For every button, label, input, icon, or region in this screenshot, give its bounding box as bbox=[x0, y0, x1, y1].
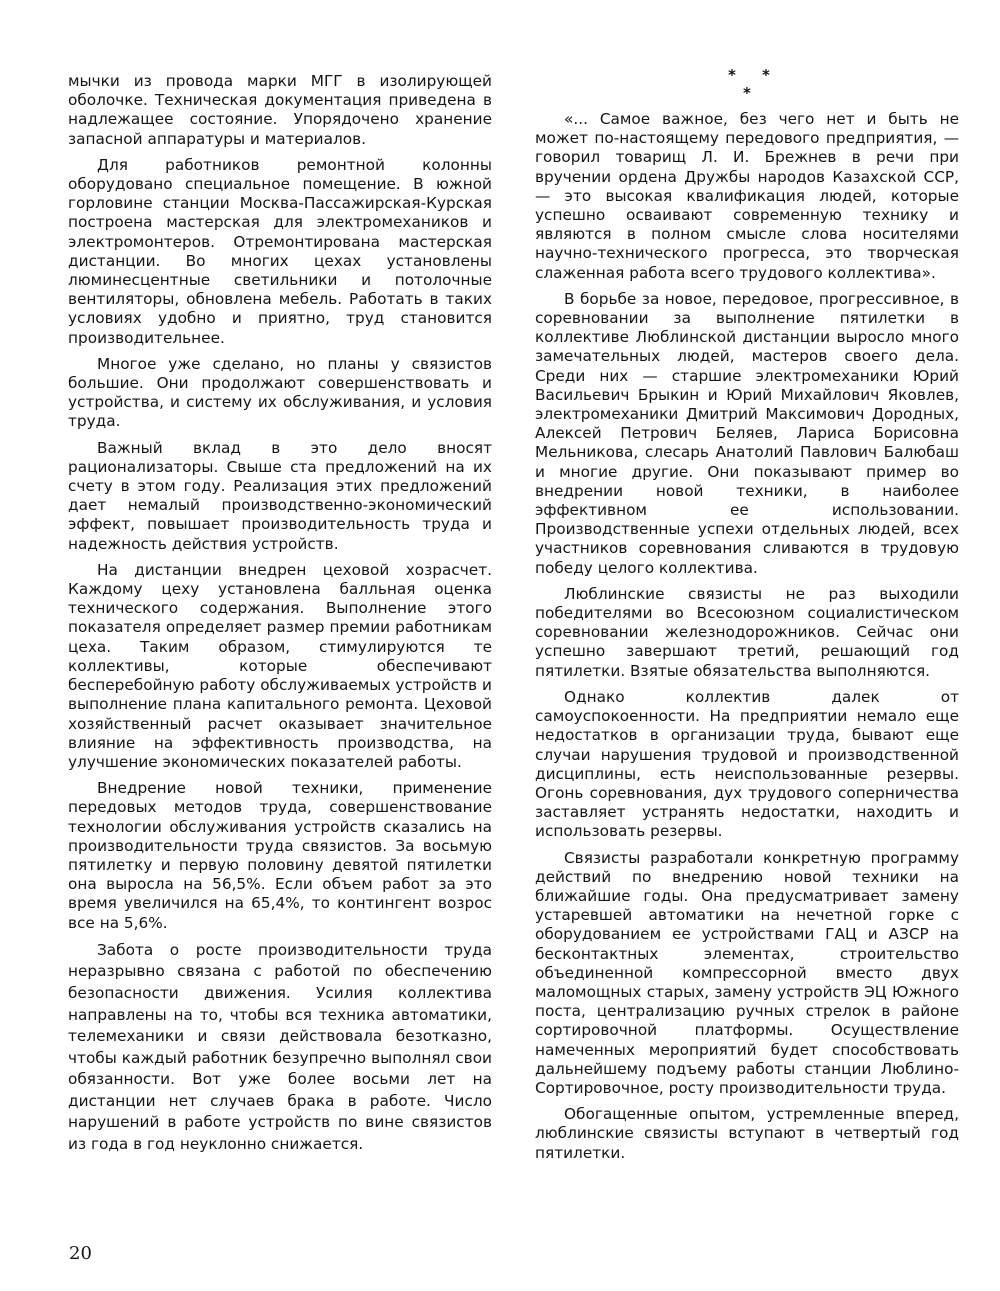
paragraph: На дистанции внедрен цеховой хозрасчет. Каждому цеху установлена балльная оценка технического содержания. Выполнение этого показателя определяет размер премии работникам цеха. Таким образом, стимулируются те коллективы, которые обеспечивают бесперебойную работу обслуживаемых устройств и выполнение плана капитального ремонта. Цеховой хозяйственный расчет оказывает значительное влияние на эффективность производства, на улучшение экономических показателей работы. bbox=[68, 560, 492, 771]
page-number: 20 bbox=[69, 1243, 92, 1264]
paragraph: Обогащенные опытом, устремленные вперед, люблинские связисты вступают в четвертый год пятилетки. bbox=[535, 1105, 959, 1162]
paragraph: Важный вклад в это дело вносят рационализаторы. Свыше ста предложений на их счету в этом году. Реализация этих предложений дает немалый производственно-экономический эффект, повышает производительность труда и надежность действия устройств. bbox=[68, 438, 492, 553]
right-text-column bbox=[535, 66, 959, 1170]
paragraph: В борьбе за новое, передовое, прогрессивное, в соревновании за выполнение пятилетки в коллективе Люблинской дистанции выросло много замечательных людей, мастеров своего дела. Среди них — старшие электромеханики Юрий Васильевич Брыкин и Юрий Михайлович Яковлев, электромеханики Дмитрий Максимович Дородных, Алексей Петрович Беляев, Лариса Борисовна Мельникова, слесарь Анатолий Павлович Балюбаш и многие другие. Они показывают пример во внедрении новой техники, в наиболее эффективном ее использовании. Производственные успехи отдельных людей, всех участников соревнования сливаются в трудовую победу целого коллектива. bbox=[535, 289, 959, 577]
paragraph: мычки из провода марки МГГ в изолирующей оболочке. Техническая документация приведена в надлежащее состояние. Упорядочено хранение запасной аппаратуры и материалов. bbox=[68, 72, 492, 148]
paragraph: Внедрение новой техники, применение передовых методов труда, совершенствование технологии обслуживания устройств сказались на производительности труда связистов. За восьмую пятилетку и первую половину девятой пятилетки она выросла на 56,5%. Если объем работ за это время увеличился на 65,4%, то контингент возрос все на 5,6%. bbox=[68, 779, 492, 932]
separator-asterisk: * bbox=[728, 66, 736, 84]
left-text-column bbox=[68, 72, 492, 1163]
separator-asterisk: * bbox=[762, 66, 770, 84]
paragraph: Многое уже сделано, но планы у связистов большие. Они продолжают совершенствовать и устройства, и систему их обслуживания, и условия труда. bbox=[68, 354, 492, 431]
separator-asterisk: * bbox=[743, 84, 751, 102]
paragraph: Связисты разработали конкретную программу действий по внедрению новой техники на ближайшие годы. Она предусматривает замену устаревшей автоматики на нечетной горке с оборудованием ее устройствами ГАЦ и АЗСР на бесконтактных элементах, строительство объединенной компрессорной вместо двух маломощных старых, замену устройств ЭЦ Южного поста, централизацию ручных стрелок в районе сортировочной платформы. Осуществление намеченных мероприятий будет способствовать дальнейшему подъему работы станции Люблино-Сортировочное, росту производительности труда. bbox=[535, 848, 959, 1097]
paragraph: Люблинские связисты не раз выходили победителями во Всесоюзном социалистическом соревновании железнодорожников. Сейчас они успешно завершают третий, решающий год пятилетки. Взятые обязательства выполняются. bbox=[535, 584, 959, 680]
paragraph: «... Самое важное, без чего нет и быть не может по-настоящему передового предприятия, — говорил товарищ Л. И. Брежнев в речи при вручении ордена Дружбы народов Казахской ССР, — это высокая квалификация людей, которые успешно осваивают современную технику и являются в полном смысле слова носителями научно-технического прогресса, это творческая слаженная работа всего трудового коллектива». bbox=[535, 110, 959, 282]
paragraph: Забота о росте производительности труда неразрывно связана с работой по обеспечению безопасности движения. Усилия коллектива направлены на то, чтобы вся техника автоматики, телемеханики и связи действовала безотказно, чтобы каждый работник безупречно выполнял свои обязанности. Вот уже более восьми лет на дистанции нет случаев брака в работе. Число нарушений в работе устройств по вине связистов из года в год неуклонно снижается. bbox=[68, 940, 492, 1154]
section-separator bbox=[535, 66, 959, 108]
paragraph: Для работников ремонтной колонны оборудовано специальное помещение. В южной горловине станции Москва-Пассажирская-Курская построена мастерская для электромехаников и электромонтеров. Отремонтирована мастерская дистанции. Во многих цехах установлены люминесцентные светильники и потолочные вентиляторы, обновлена мебель. Работать в таких условиях удобно и приятно, труд становится производительнее. bbox=[68, 155, 492, 347]
paragraph: Однако коллектив далек от самоуспокоенности. На предприятии немало еще недостатков в организации труда, бывают еще случаи нарушения трудовой и производственной дисциплины, есть неиспользованные резервы. Огонь соревнования, дух трудового соперничества заставляет устранять недостатки, находить и использовать резервы. bbox=[535, 687, 959, 841]
